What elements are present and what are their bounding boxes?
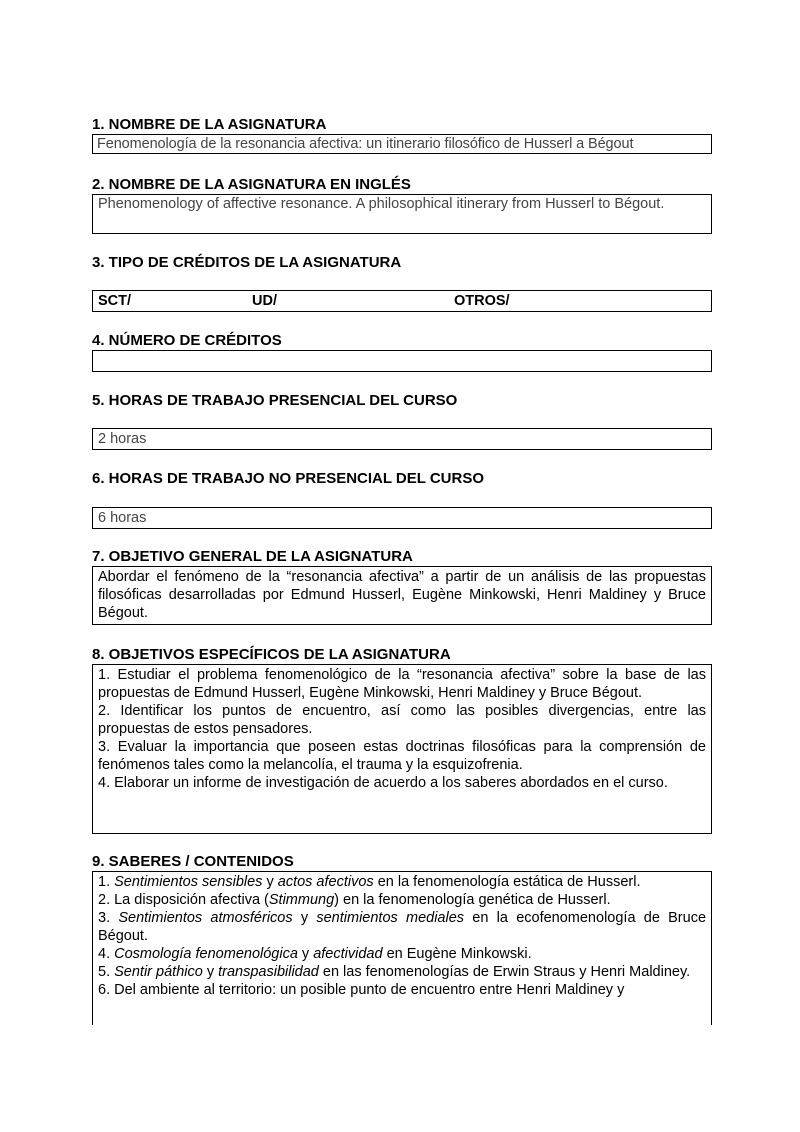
section-heading: 1. NOMBRE DE LA ASIGNATURA [92,116,327,133]
section-heading: 3. TIPO DE CRÉDITOS DE LA ASIGNATURA [92,254,402,271]
remote-hours-field: 6 horas [92,507,712,529]
specific-objectives-field [92,664,712,834]
section-9 [92,853,712,1025]
contents-field [92,871,712,1025]
section-6 [92,470,712,488]
section-8 [92,646,712,834]
section-heading: 2. NOMBRE DE LA ASIGNATURA EN INGLÉS [92,176,411,193]
objective-item: 4. Elaborar un informe de investigación de acuerdo a los saberes abordados en el curso. [98,775,668,791]
section-heading: 4. NÚMERO DE CRÉDITOS [92,332,282,349]
section-6-box-wrap [92,507,712,529]
section-heading: 8. OBJETIVOS ESPECÍFICOS DE LA ASIGNATURA [92,646,451,663]
section-heading: 7. OBJETIVO GENERAL DE LA ASIGNATURA [92,548,413,565]
section-4 [92,332,712,372]
objective-item: 2. Identificar los puntos de encuentro, así como las posibles divergencias, entre las propuestas de estos pensadores. [98,703,706,737]
objective-item: 3. Evaluar la importancia que poseen estas doctrinas filosóficas para la comprensión de fenómenos tales como la melancolía, el trauma y la esquizofrenia. [98,739,706,773]
section-heading: 5. HORAS DE TRABAJO PRESENCIAL DEL CURSO [92,392,458,409]
section-3 [92,254,712,312]
general-objective-field: Abordar el fenómeno de la “resonancia afectiva” a partir de un análisis de las propuestas filosóficas desarrolladas por Edmund Husserl, Eugène Minkowski, Henri Maldiney y Bruce Bégout. [92,566,712,625]
credit-number-field [92,350,712,372]
content-item: 3. Sentimientos atmosféricos y sentimientos mediales en la ecofenomenología de Bruce Bégout. [98,910,707,944]
content-item: 2. La disposición afectiva (Stimmung) en la fenomenología genética de Husserl. [98,892,611,908]
content-item: 5. Sentir páthico y transpasibilidad en las fenomenologías de Erwin Straus y Henri Maldiney. [98,964,691,980]
in-person-hours-field: 2 horas [92,428,712,450]
content-item: 1. Sentimientos sensibles y actos afectivos en la fenomenología estática de Husserl. [98,874,641,890]
content-item: 6. Del ambiente al territorio: un posible punto de encuentro entre Henri Maldiney y [98,982,625,998]
credit-ud-label: UD/ [252,293,277,309]
section-1 [92,116,712,154]
section-2 [92,176,712,234]
section-5-box-wrap [92,428,712,450]
section-heading: 6. HORAS DE TRABAJO NO PRESENCIAL DEL CURSO [92,470,484,487]
objective-item: 1. Estudiar el problema fenomenológico de la “resonancia afectiva” sobre la base de las propuestas de Edmund Husserl, Eugène Minkowski, Henri Maldiney y Bruce Bégout. [98,667,706,701]
section-5 [92,392,712,410]
section-7 [92,548,712,625]
course-name-english-field: Phenomenology of affective resonance. A philosophical itinerary from Husserl to Bégout. [92,194,712,234]
credit-type-row [92,290,712,312]
content-item: 4. Cosmología fenomenológica y afectividad en Eugène Minkowski. [98,946,532,962]
credit-sct-label: SCT/ [98,293,132,309]
credit-otros-label: OTROS/ [454,293,510,309]
course-name-field: Fenomenología de la resonancia afectiva: un itinerario filosófico de Husserl a Bégout [92,134,712,154]
section-heading: 9. SABERES / CONTENIDOS [92,853,294,870]
